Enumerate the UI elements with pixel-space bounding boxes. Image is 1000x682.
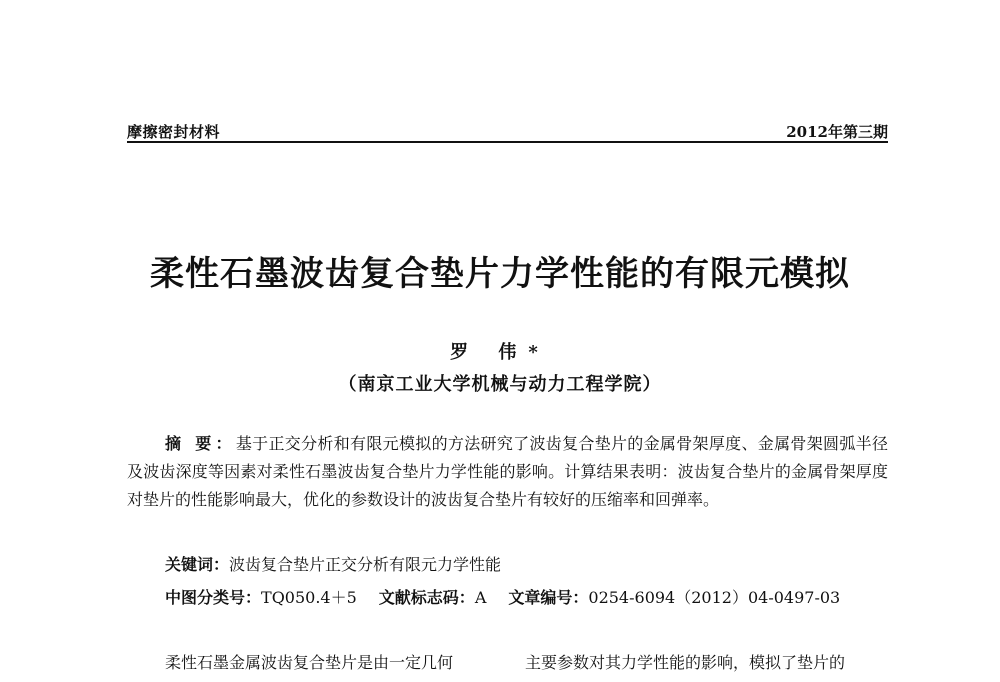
abstract-text: 基于正交分析和有限元模拟的方法研究了波齿复合垫片的金属骨架厚度、金属骨架圆弧半径及波齿深度等因素对柔性石墨波齿复合垫片力学性能的影响。计算结果表明：波齿复合垫片的金属骨架厚度对垫片的性能影响最大，优化的参数设计的波齿复合垫片有较好的压缩率和回弹率。: [127, 434, 888, 509]
abstract: [127, 430, 888, 514]
keywords-text: 波齿复合垫片正交分析有限元力学性能: [229, 555, 502, 574]
body-right-column: 主要参数对其力学性能的影响，模拟了垫片的: [525, 653, 846, 672]
classification-line: [165, 585, 840, 608]
article-no-value: 0254-6094（2012）04-0497-03: [588, 588, 841, 607]
header-rule: [127, 141, 888, 143]
issue-label: 2012年第三期: [786, 123, 888, 141]
body-left-column: 柔性石墨金属波齿复合垫片是由一定几何: [165, 653, 454, 672]
author-name: 罗 伟*: [450, 342, 550, 363]
paper-title: 柔性石墨波齿复合垫片力学性能的有限元模拟: [150, 254, 850, 294]
journal-name: 摩擦密封材料: [127, 123, 221, 141]
abstract-label: 摘 要：: [165, 434, 236, 453]
doc-code-value: A: [474, 588, 487, 607]
keywords-label: 关键词：: [165, 555, 230, 574]
doc-code-label: 文献标志码：: [378, 588, 475, 607]
clc-value: TQ050.4＋5: [261, 588, 357, 607]
article-no-label: 文章编号：: [508, 588, 589, 607]
author-affiliation: （南京工业大学机械与动力工程学院）: [338, 374, 662, 395]
clc-label: 中图分类号：: [165, 588, 262, 607]
keywords: [165, 552, 501, 575]
